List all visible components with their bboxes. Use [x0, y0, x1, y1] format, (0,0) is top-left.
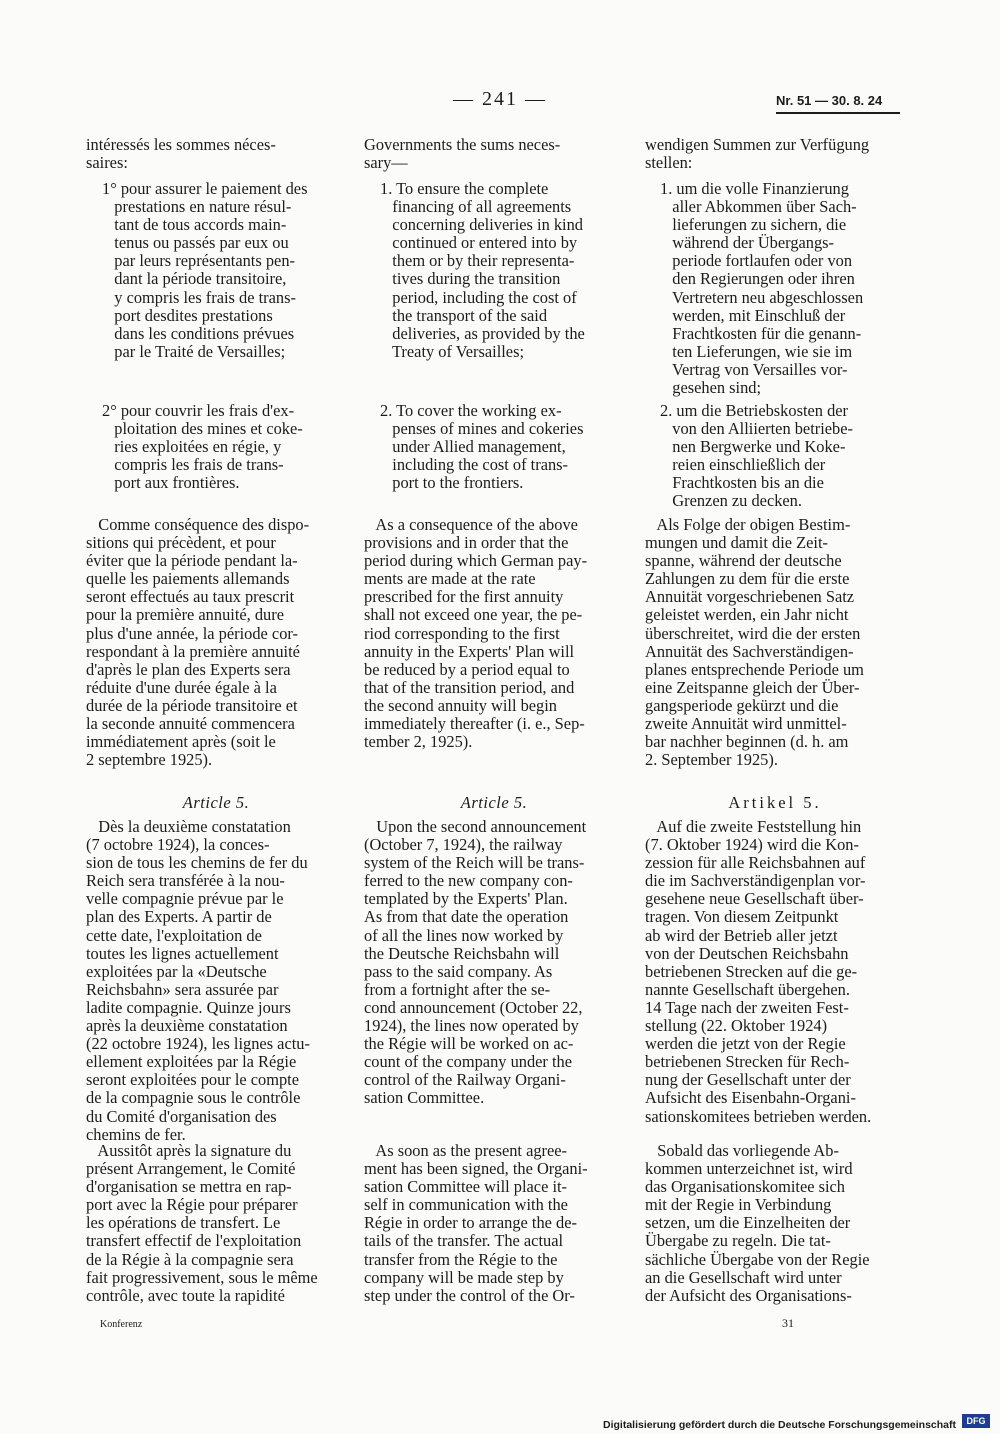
german-article-heading: Artikel 5. [728, 793, 822, 812]
footer-note: Konferenz [100, 1319, 143, 1330]
english-item-1: 1. To ensure the complete financing of all agreements concerning deliveries in kind continued or entered into by them or by their representa- tives during the transition period, including the cost of the transport of the said deliveries, as provided by the Treaty of Versailles; [380, 179, 585, 361]
english-item-2: 2. To cover the working ex- penses of mines and cokeries under Allied management, including the cost of trans- port to the frontiers. [380, 401, 584, 493]
english-paragraph-2: Upon the second announcement (October 7, 1924), the railway system of the Reich will be trans- ferred to the new company con- templated by the Experts' Plan. As from that date the operation of all the lines now worked by the Deutsche Reichsbahn will pass to the said company. As from a fortnight after the se- cond announcement (October 22, 1924), the lines now operated by the Régie will be worked on ac- count of the company under the control of the Railway Organi- sation Committee. [364, 817, 587, 1108]
german-item-1: 1. um die volle Finanzierung aller Abkommen über Sach- lieferungen zu sichern, die während der Übergangs- periode fortlaufen oder von den Regierungen oder ihren Vertretern neu abgeschlossen werden, mit Einschluß der Frachtkosten für die genann- ten Lieferungen, wie sie im Vertrag von Versailles vor- gesehen sind; [660, 179, 864, 398]
french-paragraph-2: Dès la deuxième constatation (7 octobre 1924), la conces- sion de tous les chemins de fer du Reich sera transférée à la nou- velle compagnie prévue par le plan des Experts. A partir de cette date, l'exploitation de toutes les lignes actuellement exploitées par la «Deutsche Reichsbahn» sera assurée par ladite compagnie. Quinze jours après la deuxième constatation (22 octobre 1924), les lignes actu- ellement exploitées par la Régie seront exploitées pour le compte de la compagnie sous le contrôle du Comité d'organisation des chemins de fer. [86, 817, 310, 1144]
header-rule [776, 112, 900, 114]
german-item-2: 2. um die Betriebskosten der von den Alliierten betriebe- nen Bergwerke und Koke- reien einschließlich der Frachtkosten bis an die Grenzen zu decken. [660, 401, 853, 511]
german-paragraph-1: Als Folge der obigen Bestim- mungen und damit die Zeit- spanne, während der deutsche Zahlungen zu dem für die erste Annuität vorgeschriebenen Satz geleistet werden, ein Jahr nicht überschreitet, wird die der ersten Annuität des Sachverständigen- planes entsprechende Periode um eine Zeitspanne gleich der Über- gangsperiode gekürzt und die zweite Annuität wird unmittel- bar nachher beginnen (d. h. am 2. September 1925). [645, 515, 864, 770]
french-article-heading: Article 5. [182, 793, 250, 812]
german-intro: wendigen Summen zur Verfügung stellen: [645, 135, 870, 173]
german-paragraph-2: Auf die zweite Feststellung hin (7. Oktober 1924) wird die Kon- zession für alle Reichsbahnen auf die im Sachverständigenplan vor- gesehene neue Gesellschaft über- tragen. Von diesem Zeitpunkt ab wird der Betrieb aller jetzt von der Deutschen Reichsbahn betriebenen Strecken auf die ge- nannte Gesellschaft übergehen. 14 Tage nach der zweiten Fest- stellung (22. Oktober 1924) werden die jetzt von der Regie betriebenen Strecken für Rech- nung der Gesellschaft unter der Aufsicht des Eisenbahn-Organi- sationskomitees betrieben werden. [645, 817, 872, 1126]
french-paragraph-3: Aussitôt après la signature du présent Arrangement, le Comité d'organisation se mettra en rap- port avec la Régie pour préparer les opérations de transfert. Le transfert effectif de l'exploitation de la Régie à la compagnie sera fait progressivement, sous le même contrôle, avec toute la rapidité [86, 1141, 318, 1305]
digitization-credit: Digitalisierung gefördert durch die Deutsche Forschungsgemeinschaft [603, 1419, 956, 1431]
french-item-1: 1° pour assurer le paiement des prestations en nature résul- tant de tous accords main- tenus ou passés par eux ou par leurs représentants pen- dant la période transitoire, y compris les frais de trans- port desdites prestations dans les conditions prévues par le Traité de Versailles; [102, 179, 308, 361]
english-paragraph-3: As soon as the present agree- ment has been signed, the Organi- sation Committee will place it- self in communication with the Régie in order to arrange the de- tails of the transfer. The actual transfer from the Régie to the company will be made step by step under the control of the Or- [364, 1141, 588, 1305]
issue-date: Nr. 51 — 30. 8. 24 [776, 93, 883, 108]
french-item-2: 2° pour couvrir les frais d'ex- ploitation des mines et coke- ries exploitées en régie, y compris les frais de trans- port aux frontières. [102, 401, 303, 493]
english-article-heading: Article 5. [460, 793, 528, 812]
sheet-signature: 31 [782, 1316, 794, 1330]
french-intro: intéressés les sommes néces- saires: [86, 135, 276, 173]
english-intro: Governments the sums neces- sary— [364, 135, 561, 173]
german-paragraph-3: Sobald das vorliegende Ab- kommen unterzeichnet ist, wird das Organisationskomitee sich mit der Regie in Verbindung setzen, um die Einzelheiten der Übergabe zu regeln. Die tat- sächliche Übergabe von der Regie an die Gesellschaft wird unter der Aufsicht des Organisations- [645, 1141, 870, 1305]
english-paragraph-1: As a consequence of the above provisions and in order that the period during which German pay- ments are made at the rate prescribed for the first annuity shall not exceed one year, the pe- riod corresponding to the first annuity in the Experts' Plan will be reduced by a period equal to that of the transition period, and the second annuity will begin immediately thereafter (i. e., Sep- tember 2, 1925). [364, 515, 588, 752]
french-paragraph-1: Comme conséquence des dispo- sitions qui précèdent, et pour éviter que la période pendant la- quelle les paiements allemands seront effectués au taux prescrit pour la première annuité, dure plus d'une année, la période cor- respondant à la première annuité d'après le plan des Experts sera réduite d'une durée égale à la durée de la période transitoire et la seconde annuité commencera immédiatement après (soit le 2 septembre 1925). [86, 515, 310, 770]
dfg-logo: DFG [962, 1414, 990, 1428]
page-number: — 241 — [453, 88, 547, 110]
